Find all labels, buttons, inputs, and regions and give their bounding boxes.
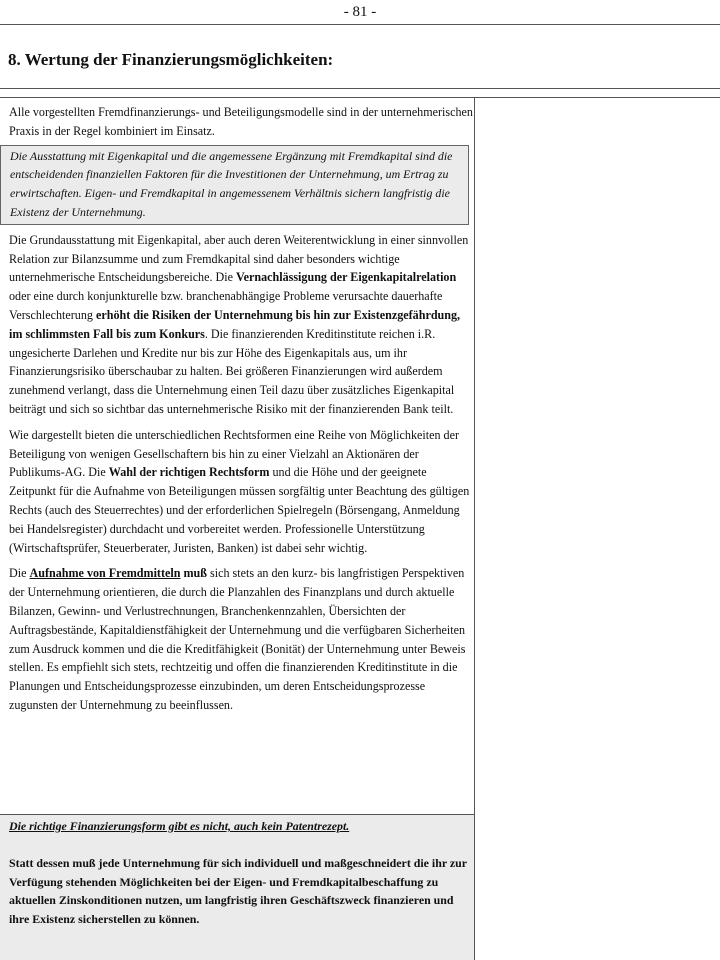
summary-box: Die Ausstattung mit Eigenkapital und die angemessene Ergänzung mit Fremdkapital sind die entscheidenden finanziellen Faktoren für die Investitionen der Unternehmung, um Ertrag zu erwirtschaften. Eigen- und Fremdkapital in angemessenem Verhältnis sichern langfristig die Existenz der Unternehmung.	[0, 145, 469, 225]
paragraph-debt-text-2: sich stets an den kurz- bis langfristigen Perspektiven der Unternehmung orientieren, die durch die Planzahlen des Finanzplans und durch aktuelle Bilanzen, Gewinn- und Verlustrechnungen, Branchenkennzahlen, Übersichten der Auftragsbestände, Kapitaldienstfähigkeit der Unternehmung und die verfügbaren Sicherheiten zum Ausdruck kommen und die die Kreditfähigkeit (Bonität) der Unternehmung unter Beweis stellen. Es empfiehlt sich stets, rechtzeitig und offen die finanzierenden Kreditinstitute in die Planungen und Entscheidungsprozesse einzubinden, um deren Entscheidungsprozesse zugunsten der Unternehmung zu beeinflussen.	[9, 566, 466, 712]
paragraph-equity	[9, 231, 475, 419]
paragraph-equity-text-1: Die Grundausstattung mit Eigenkapital, aber auch deren Weiterentwicklung in einer sinnvollen Relation zur Bilanzsumme und zum Fremdkapital sind daher besonders wichtige unternehmerische Entscheidungsbereiche. Die	[9, 232, 469, 285]
paragraph-debt-capital	[9, 564, 475, 714]
intro-paragraph: Alle vorgestellten Fremdfinanzierungs- und Beteiligungsmodelle sind in der unternehmerischen Praxis in der Regel kombiniert im Einsatz.	[9, 105, 473, 138]
paragraph-legal-form-emphasis: Wahl der richtigen Rechtsform	[108, 465, 270, 480]
page-number: - 81 -	[343, 4, 377, 20]
paragraph-debt-emphasis-2: muß	[183, 566, 208, 581]
paragraph-equity-text-3: . Die finanzierenden Kreditinstitute reichen i.R. ungesicherte Darlehen und Kredite nur bis zur Höhe des Eigenkapitals aus, um ihr Finanzierungsrisiko überschaubar zu halten. Bei größeren Finanzierungen wird außerdem zunehmend verlangt, dass die Unternehmung einen Teil dazu über zusätzliches Eigenkapital beiträgt und sich so sichtbar das unternehmerische Risiko mit der finanzierenden Bank teilt.	[9, 326, 455, 416]
paragraph-debt-emphasis-underlined: Aufnahme von Fremdmitteln	[29, 566, 181, 581]
header-rule-top	[0, 24, 720, 25]
chapter-title: 8. Wertung der Finanzierungsmöglichkeiten:	[8, 50, 334, 69]
paragraph-equity-text-2: oder eine durch konjunkturelle bzw. branchenabhängige Probleme verursachte dauerhafte Verschlechterung	[9, 289, 443, 322]
header-rule-bottom-2	[0, 97, 720, 98]
paragraph-legal-form-text-2: und die Höhe und der geeignete Zeitpunkt für die Aufnahme von Beteiligungen müssen sorgfältig unter Beachtung des gültigen Rechts (auch des Steuerrechtes) und der erforderlichen Spielregeln (Börsengang, Anmeldung bei Handelsregister) durchdacht und vorbereitet werden. Professionelle Unterstützung (Wirtschaftsprüfer, Steuerberater, Juristen, Banken) ist dabei sehr wichtig.	[9, 465, 470, 555]
header-rule-bottom-1	[0, 88, 720, 89]
conclusion-heading: Die richtige Finanzierungsform gibt es nicht, auch kein Patentrezept.	[9, 819, 350, 833]
paragraph-equity-emphasis-2: erhöht die Risiken der Unternehmung bis hin zur Existenzgefährdung, im schlimmsten Fall bis zum Konkurs	[9, 307, 461, 341]
paragraph-legal-form-text-1: Wie dargestellt bieten die unterschiedlichen Rechtsformen eine Reihe von Möglichkeiten der Beteiligung von wenigen Gesellschaftern bis hin zu einer Vielzahl an Aktionären der Publikums-AG. Die	[9, 427, 459, 480]
conclusion-box	[0, 814, 474, 960]
conclusion-text: Statt dessen muß jede Unternehmung für sich individuell und maßgeschneidert die ihr zur Verfügung stehenden Möglichkeiten bei der Eigen- und Fremdkapitalbeschaffung zu aktuellen Zinskonditionen nutzen, um langfristig ihren Geschäftszweck finanzieren und ihre Existenz sicherstellen zu können.	[9, 855, 467, 927]
paragraph-debt-text-1: Die	[9, 566, 30, 581]
main-text-column	[9, 103, 475, 722]
paragraph-equity-emphasis-1: Vernachlässigung der Eigenkapitalrelation	[236, 270, 457, 285]
paragraph-legal-form	[9, 426, 475, 558]
